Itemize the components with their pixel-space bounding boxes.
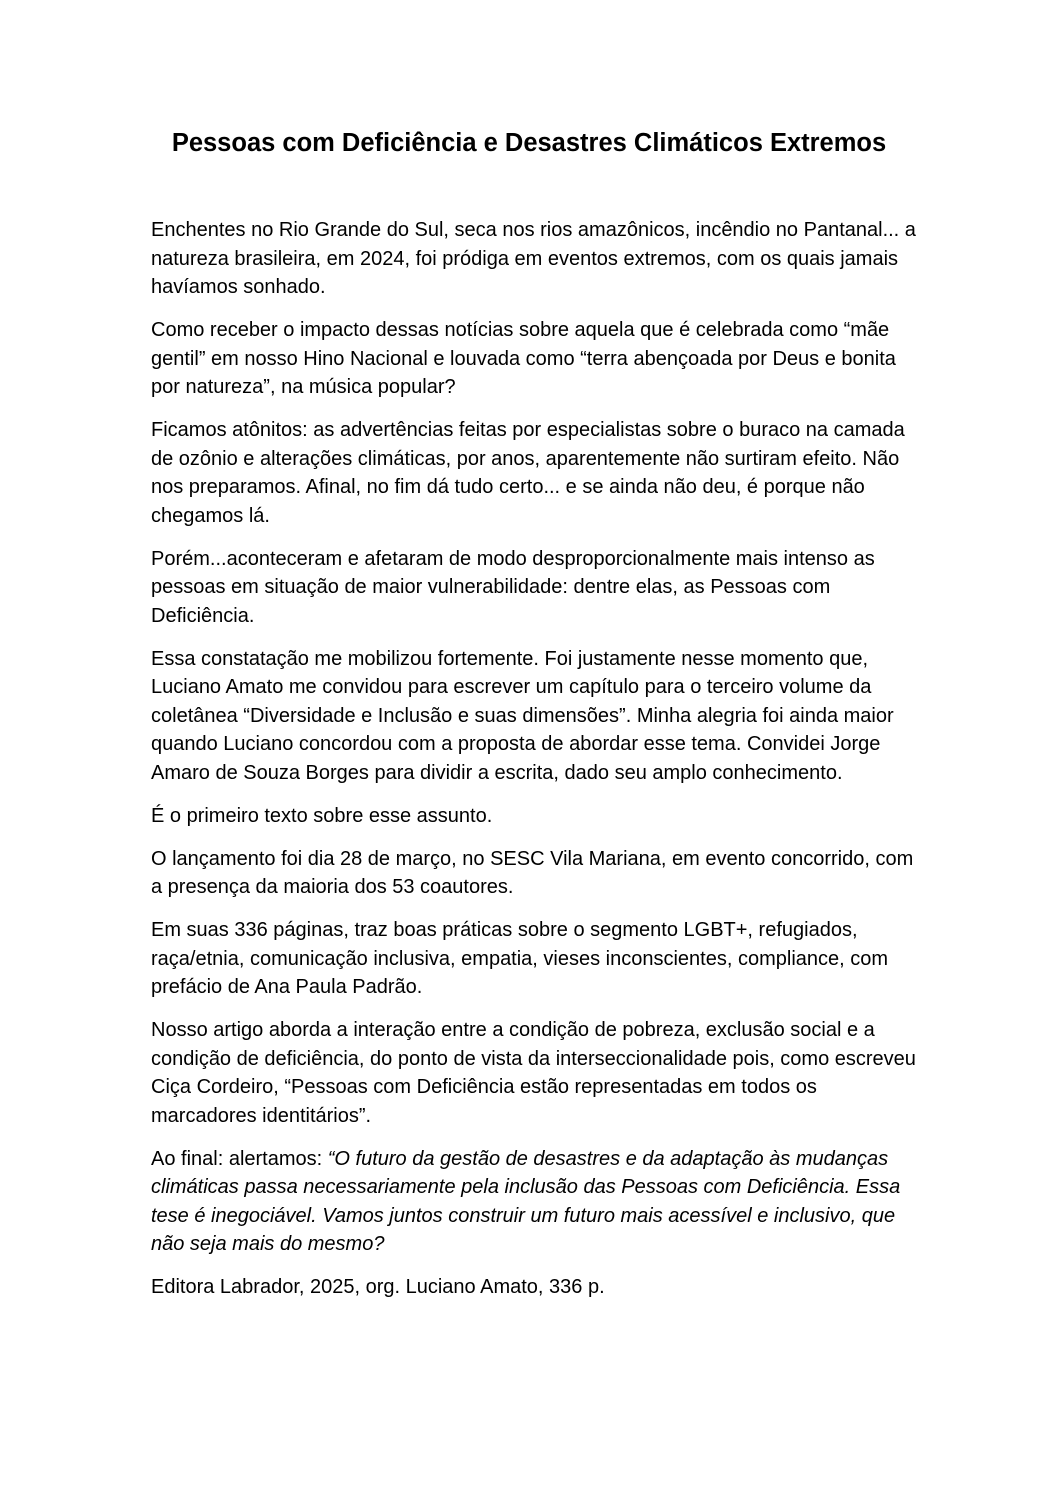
document-title: Pessoas com Deficiência e Desastres Climáticos Extremos	[171, 129, 887, 157]
book-reference: Editora Labrador, 2025, org. Luciano Amato, 336 p.	[151, 1276, 605, 1298]
paragraph-9: Nosso artigo aborda a interação entre a condição de pobreza, exclusão social e a condição de deficiência, do ponto de vista da interseccionalidade pois, como escreveu Ciça Cordeiro, “Pessoas com Deficiência estão representadas em todos os marcadores identitários”.	[151, 1019, 916, 1127]
paragraph-2: Como receber o impacto dessas notícias sobre aquela que é celebrada como “mãe gentil” em nosso Hino Nacional e louvada como “terra abençoada por Deus e bonita por natureza”, na música popular?	[151, 319, 896, 398]
paragraph-4: Porém...aconteceram e afetaram de modo desproporcionalmente mais intenso as pessoas em situação de maior vulnerabilidade: dentre elas, as Pessoas com Deficiência.	[151, 547, 875, 627]
document-body	[151, 216, 921, 1316]
paragraph-7: O lançamento foi dia 28 de março, no SESC Vila Mariana, em evento concorrido, com a presença da maioria dos 53 coautores.	[151, 847, 914, 898]
paragraph-5: Essa constatação me mobilizou fortemente. Foi justamente nesse momento que, Luciano Amato me convidou para escrever um capítulo para o terceiro volume da coletânea “Diversidade e Inclusão e suas dimensões”. Minha alegria foi ainda maior quando Luciano concordou com a proposta de abordar esse tema. Convidei Jorge Amaro de Souza Borges para dividir a escrita, dado seu amplo conhecimento.	[151, 647, 894, 784]
closing-quote: “O futuro da gestão de desastres e da adaptação às mudanças climáticas passa necessariamente pela inclusão das Pessoas com Deficiência. Essa tese é inegociável. Vamos juntos construir um futuro mais acessível e inclusivo, que não seja mais do mesmo?	[151, 1147, 901, 1255]
paragraph-8: Em suas 336 páginas, traz boas práticas sobre o segmento LGBT+, refugiados, raça/etnia, comunicação inclusiva, empatia, vieses inconscientes, compliance, com prefácio de Ana Paula Padrão.	[151, 919, 889, 998]
paragraph-1: Enchentes no Rio Grande do Sul, seca nos rios amazônicos, incêndio no Pantanal... a natureza brasileira, em 2024, foi pródiga em eventos extremos, com os quais jamais havíamos sonhado.	[151, 219, 916, 298]
paragraph-6: É o primeiro texto sobre esse assunto.	[151, 804, 493, 827]
closing-paragraph	[151, 1145, 921, 1259]
paragraph-3: Ficamos atônitos: as advertências feitas por especialistas sobre o buraco na camada de ozônio e alterações climáticas, por anos, aparentemente não surtiram efeito. Não nos preparamos. Afinal, no fim dá tudo certo... e se ainda não deu, é porque não chegamos lá.	[151, 419, 905, 527]
closing-lead: Ao final: alertamos:	[151, 1147, 328, 1170]
